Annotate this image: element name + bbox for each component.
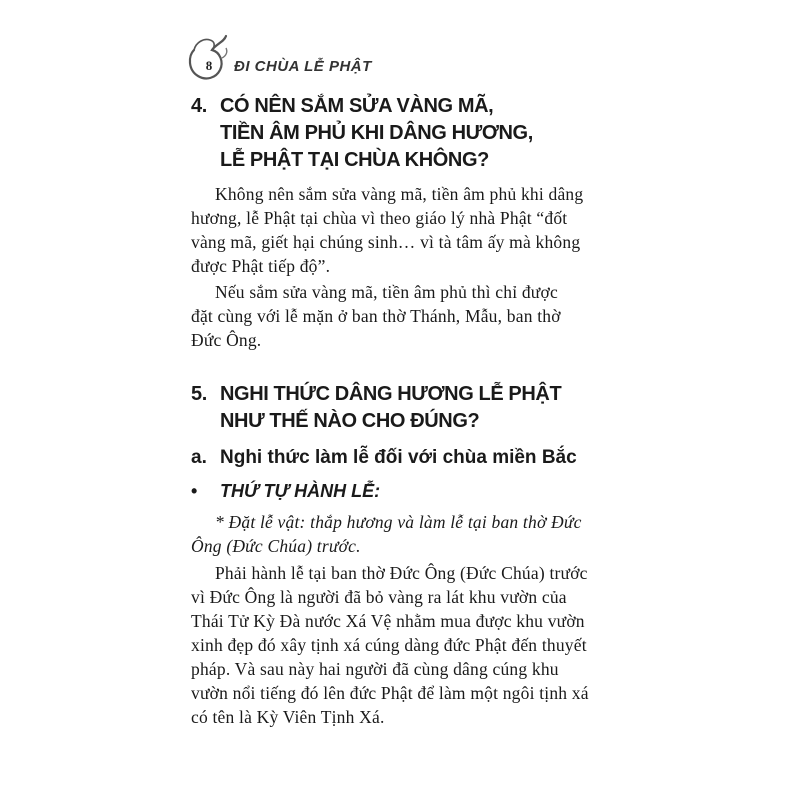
heading-line: CÓ NÊN SẮM SỬA VÀNG MÃ, [220, 95, 494, 117]
running-title: ĐI CHÙA LỄ PHẬT [234, 58, 372, 75]
text-line: Không nên sắm sửa vàng mã, tiền âm phủ khi dâng [215, 184, 584, 204]
heading-line: TIỀN ÂM PHỦ KHI DÂNG HƯƠNG, [220, 122, 533, 144]
text-line: Nếu sắm sửa vàng mã, tiền âm phủ thì chỉ được [215, 282, 558, 302]
bullet-icon: • [191, 481, 198, 501]
running-header [186, 32, 586, 82]
text-line: pháp. Và sau này hai người đã cùng dâng cúng khu [191, 659, 559, 679]
text-line: Ông (Đức Chúa) trước. [191, 536, 361, 556]
text-line: Phải hành lễ tại ban thờ Đức Ông (Đức Chúa) trước [215, 563, 588, 583]
text-line: xinh đẹp đó xây tịnh xá cúng dàng đức Phật đến thuyết [191, 635, 587, 655]
text-line: vàng mã, giết hại chúng sinh… vì tà tâm ấy mà không [191, 232, 581, 252]
bullet-text: THỨ TỰ HÀNH LỄ: [220, 481, 381, 501]
text-line: * Đặt lễ vật: thắp hương và làm lễ tại ban thờ Đức [215, 512, 582, 532]
subsection-label: a. [191, 447, 207, 468]
decorative-flourish-icon [186, 32, 230, 82]
section-number: 4. [191, 95, 207, 117]
text-line: vườn nổi tiếng đó lên đức Phật để làm một ngôi tịnh xá [191, 683, 589, 703]
page-number: 8 [205, 58, 213, 73]
text-line: được Phật tiếp độ”. [191, 256, 331, 276]
text-line: vì Đức Ông là người đã bỏ vàng ra lát khu vườn của [191, 587, 567, 607]
text-line: có tên là Kỳ Viên Tịnh Xá. [191, 707, 385, 727]
text-line: Thái Tử Kỳ Đà nước Xá Vệ nhằm mua được khu vườn [191, 611, 585, 631]
section-number: 5. [191, 383, 207, 405]
text-line: hương, lễ Phật tại chùa vì theo giáo lý nhà Phật “đốt [191, 208, 568, 228]
text-line: đặt cùng với lễ mặn ở ban thờ Thánh, Mẫu, ban thờ [191, 306, 561, 326]
heading-line: LỄ PHẬT TẠI CHÙA KHÔNG? [220, 149, 489, 171]
text-line: Đức Ông. [191, 330, 262, 350]
subsection-title: Nghi thức làm lễ đối với chùa miền Bắc [220, 447, 577, 468]
heading-line: NHƯ THẾ NÀO CHO ĐÚNG? [220, 410, 480, 432]
heading-line: NGHI THỨC DÂNG HƯƠNG LỄ PHẬT [220, 383, 562, 405]
